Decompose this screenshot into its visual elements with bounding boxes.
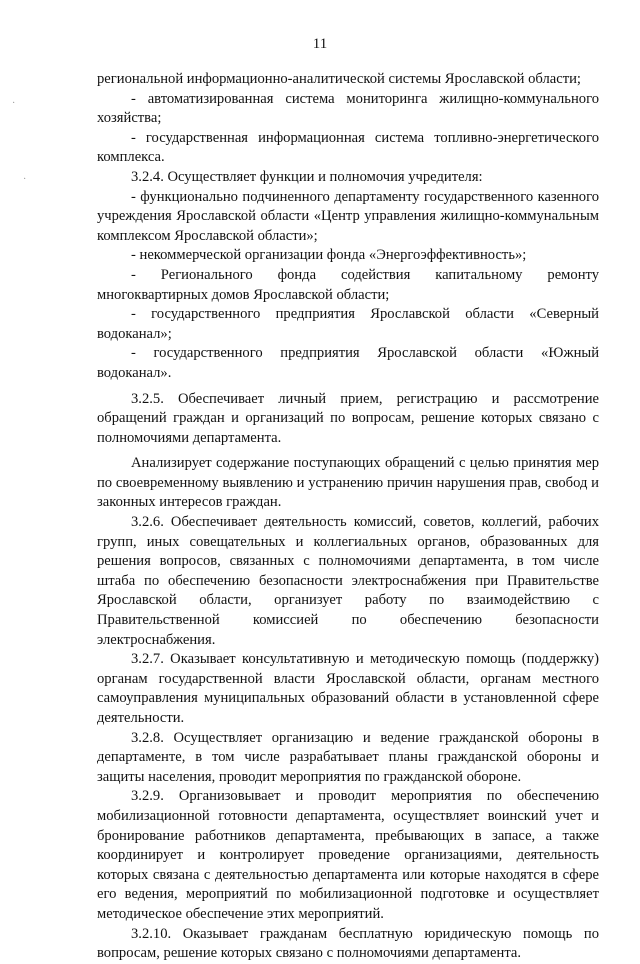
page-number: 11 bbox=[312, 36, 328, 52]
paragraph: 3.2.7. Оказывает консультативную и методическую помощь (поддержку) органам государственной власти Ярославской области, органам местного самоуправления муниципальных образований области в установленной сфере деятельности. bbox=[97, 651, 599, 726]
paragraph: 3.2.8. Осуществляет организацию и ведение гражданской обороны в департаменте, в том числе разрабатывает планы гражданской обороны и защиты населения, проводит мероприятия по гражданской обороне. bbox=[97, 729, 599, 785]
section-heading: 3.2.4. Осуществляет функции и полномочия учредителя: bbox=[131, 168, 483, 185]
list-item: - государственного предприятия Ярославской области «Северный водоканал»; bbox=[97, 306, 599, 342]
list-item: - Регионального фонда содействия капитальному ремонту многоквартирных домов Ярославской области; bbox=[97, 266, 599, 303]
paragraph: региональной информационно-аналитической системы Ярославской области; bbox=[97, 71, 581, 87]
paragraph: 3.2.9. Организовывает и проводит мероприятия по обеспечению мобилизационной готовности департамента, осуществляет воинский учет и бронирование работников департамента, пребывающих в запасе, а также координирует и контролирует проведение организациями, деятельность которых связана с деятельностью департамента или которые находятся в сфере его ведения, мероприятий по мобилизационной подготовке и осуществляет методическое обеспечение этих мероприятий. bbox=[97, 788, 599, 922]
list-item: - государственная информационная система топливно-энергетического комплекса. bbox=[97, 129, 599, 166]
paragraph: 3.2.5. Обеспечивает личный прием, регистрацию и рассмотрение обращений граждан и организаций по вопросам, решение которых связано с полномочиями департамента. bbox=[97, 390, 599, 446]
scan-mark: · bbox=[12, 98, 16, 109]
paragraph: 3.2.6. Обеспечивает деятельность комиссий, советов, коллегий, рабочих групп, иных совещательных и коллегиальных органов, образованных для решения вопросов, связанных с полномочиями департамента, в том числе штаба по обеспечению безопасности электроснабжения при Правительстве Ярославской области, организует работу по взаимодействию с Правительственной комиссией по обеспечению безопасности электроснабжения. bbox=[97, 514, 599, 648]
document-body bbox=[97, 70, 599, 964]
list-item: - автоматизированная система мониторинга жилищно-коммунального хозяйства; bbox=[97, 90, 599, 127]
list-item: - функционально подчиненного департаменту государственного казенного учреждения Ярославской области «Центр управления жилищно-коммунальным комплексом Ярославской области»; bbox=[97, 188, 599, 244]
paragraph: 3.2.10. Оказывает гражданам бесплатную юридическую помощь по вопросам, решение которых связано с полномочиями департамента. bbox=[97, 925, 599, 962]
paragraph: Анализирует содержание поступающих обращений с целью принятия мер по своевременному выявлению и устранению причин нарушения прав, свобод и законных интересов граждан. bbox=[97, 455, 599, 511]
list-item: - государственного предприятия Ярославской области «Южный водоканал». bbox=[97, 345, 599, 381]
list-item: - некоммерческой организации фонда «Энергоэффективность»; bbox=[131, 247, 527, 264]
scan-mark: · bbox=[23, 174, 27, 185]
